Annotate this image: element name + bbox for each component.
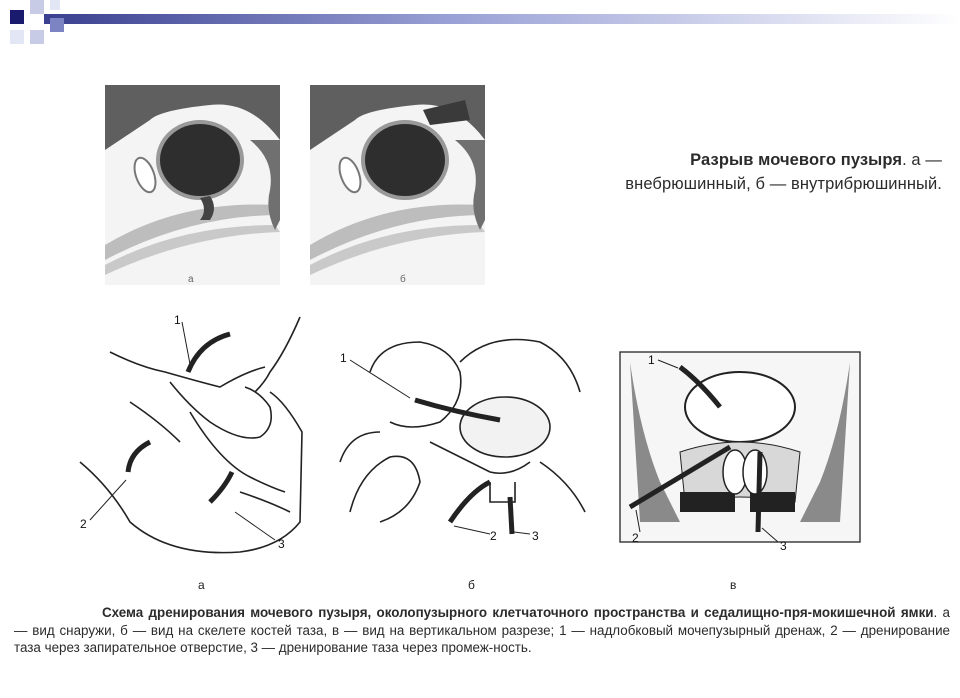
- svg-text:2: 2: [80, 517, 87, 531]
- title-bar-line: [44, 14, 960, 24]
- svg-text:1: 1: [340, 351, 347, 365]
- svg-text:1: 1: [648, 353, 655, 367]
- drainage-scheme-illustration: [70, 312, 890, 592]
- deco-square: [10, 30, 24, 44]
- svg-text:2: 2: [632, 531, 639, 545]
- slide-corner-decoration: [0, 0, 960, 60]
- top-label-b: б: [400, 274, 406, 285]
- panel-b-drawing: [310, 85, 485, 285]
- deco-square: [30, 0, 44, 14]
- bottom-caption-title: Схема дренирования мочевого пузыря, околопузырного клетчаточного пространства и седалищно-пря-мокишечной ямки: [102, 605, 934, 620]
- bladder-rupture-illustration: [100, 80, 500, 290]
- deco-square: [10, 10, 24, 24]
- panel-a-label: а: [198, 578, 205, 592]
- panel-c-label: в: [730, 578, 737, 592]
- svg-text:3: 3: [278, 537, 285, 551]
- drainage-panel-a: [80, 313, 302, 553]
- bottom-caption-text: . а — вид снаружи, б — вид на скелете костей таза, в — вид на вертикальном разрезе; 1 — надлобковый мочепузырный дренаж, 2 — дренирование таза через запирательное отверстие, 3 — дренирование таза через промеж-ность.: [14, 605, 950, 656]
- top-caption-line2: внебрюшинный, б — внутрибрюшинный.: [625, 175, 942, 193]
- deco-square: [50, 0, 60, 10]
- bottom-caption: [14, 604, 950, 657]
- panel-a-drawing: [105, 85, 280, 285]
- svg-text:1: 1: [174, 313, 181, 327]
- top-caption: [512, 148, 942, 196]
- deco-square: [30, 30, 44, 44]
- drainage-panel-c: [620, 352, 860, 553]
- deco-square: [50, 18, 64, 32]
- svg-text:3: 3: [532, 529, 539, 543]
- svg-text:3: 3: [780, 539, 787, 553]
- top-caption-title: Разрыв мочевого пузыря: [690, 151, 903, 169]
- drainage-panel-b: [340, 340, 585, 544]
- svg-text:2: 2: [490, 529, 497, 543]
- top-label-a: а: [188, 274, 194, 285]
- panel-b-label: б: [468, 578, 475, 592]
- top-caption-rest: . а —: [902, 151, 942, 169]
